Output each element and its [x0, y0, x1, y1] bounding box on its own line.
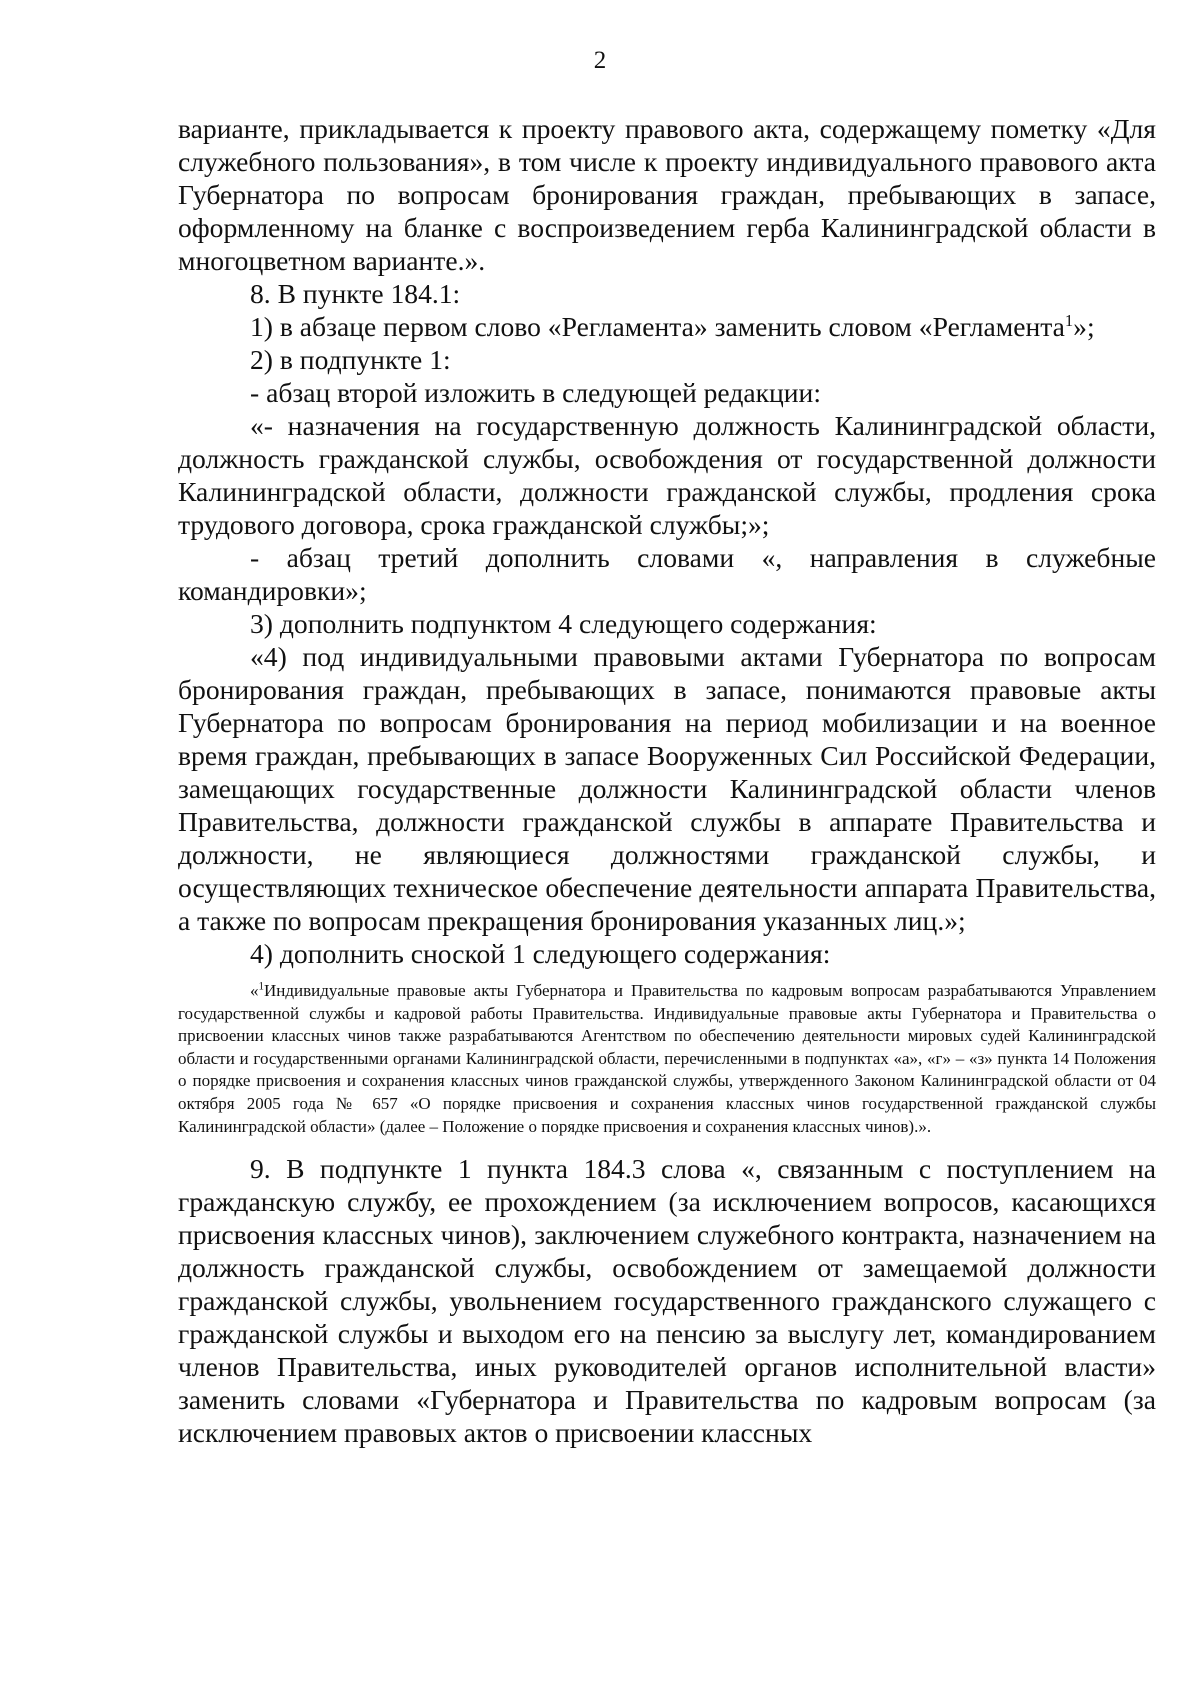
footnote-open-quote: « [250, 981, 259, 1000]
document-body [178, 112, 1156, 1449]
paragraph-sub-4: 4) дополнить сноской 1 следующего содержания: [250, 938, 831, 969]
paragraph-continuation: варианте, прикладывается к проекту правового акта, содержащему пометку «Для служебного пользования», в том числе к проекту индивидуального правового акта Губернатора по вопросам бронирования граждан, пребывающих в запасе, оформленному на бланке с воспроизведением герба Калининградской области в многоцветном варианте.». [178, 113, 1156, 276]
page-number: 2 [593, 47, 607, 74]
paragraph-item-9: 9. В подпункте 1 пункта 184.3 слова «, связанным с поступлением на гражданскую службу, ее прохождением (за исключением вопросов, касающихся присвоения классных чинов), заключением служебного контракта, назначением на должность гражданской службы, освобождением от замещаемой должности гражданской службы, увольнением государственного гражданского служащего с гражданской службы и выходом его на пенсию за выслугу лет, командированием членов Правительства, иных руководителей органов исполнительной власти» заменить словами «Губернатора и Правительства по кадровым вопросам (за исключением правовых актов о присвоении классных [178, 1153, 1156, 1449]
paragraph-sub-1-end: »; [1073, 311, 1095, 342]
paragraph-sub-3: 3) дополнить подпунктом 4 следующего содержания: [250, 608, 877, 639]
paragraph-item-8: 8. В пункте 184.1: [250, 278, 461, 309]
paragraph-quote-sub-4: «4) под индивидуальными правовыми актами Губернатора по вопросам бронирования граждан, пребывающих в запасе, понимаются правовые акты Губернатора по вопросам бронирования на период мобилизации и на военное время граждан, пребывающих в запасе Вооруженных Сил Российской Федерации, замещающих государственные должности Калининградской области членов Правительства, должности гражданской службы в аппарате Правительства и должности, не являющиеся должностями гражданской службы, и осуществляющих техническое обеспечение деятельности аппарата Правительства, а также по вопросам прекращения бронирования указанных лиц.»; [178, 641, 1156, 936]
paragraph-quote-naznachenia: «- назначения на государственную должность Калининградской области, должность гражданской службы, освобождения от государственной должности Калининградской области, должности гражданской службы, продления срока трудового договора, срока гражданской службы;»; [178, 410, 1156, 540]
paragraph-sub-1-text: 1) в абзаце первом слово «Регламента» заменить словом «Регламента [250, 311, 1065, 342]
footnote-ref-mark: 1 [1064, 310, 1074, 330]
paragraph-sub-2: 2) в подпункте 1: [250, 344, 451, 375]
footnote-text [178, 980, 1156, 1138]
paragraph-abzac-3: - абзац третий дополнить словами «, направления в служебные командировки»; [178, 542, 1156, 606]
paragraph-abzac-2: - абзац второй изложить в следующей редакции: [250, 377, 821, 408]
footnote-mark: 1 [258, 980, 265, 993]
paragraph-sub-1 [178, 310, 1156, 343]
footnote-body: Индивидуальные правовые акты Губернатора и Правительства по кадровым вопросам разрабатываются Управлением государственной службы и кадровой работы Правительства. Индивидуальные правовые акты Губернатора и Правительства о присвоении классных чинов также разрабатываются Агентством по обеспечению деятельности мировых судей Калининградской области и государственными органами Калининградской области, перечисленными в подпунктах «а», «г» – «з» пункта 14 Положения о порядке присвоения и сохранения классных чинов гражданской службы, утвержденного Законом Калининградской области от 04 октября 2005 года № 657 «О порядке присвоения и сохранения классных чинов государственной гражданской службы Калининградской области» (далее – Положение о порядке присвоения и сохранения классных чинов).». [178, 981, 1156, 1136]
